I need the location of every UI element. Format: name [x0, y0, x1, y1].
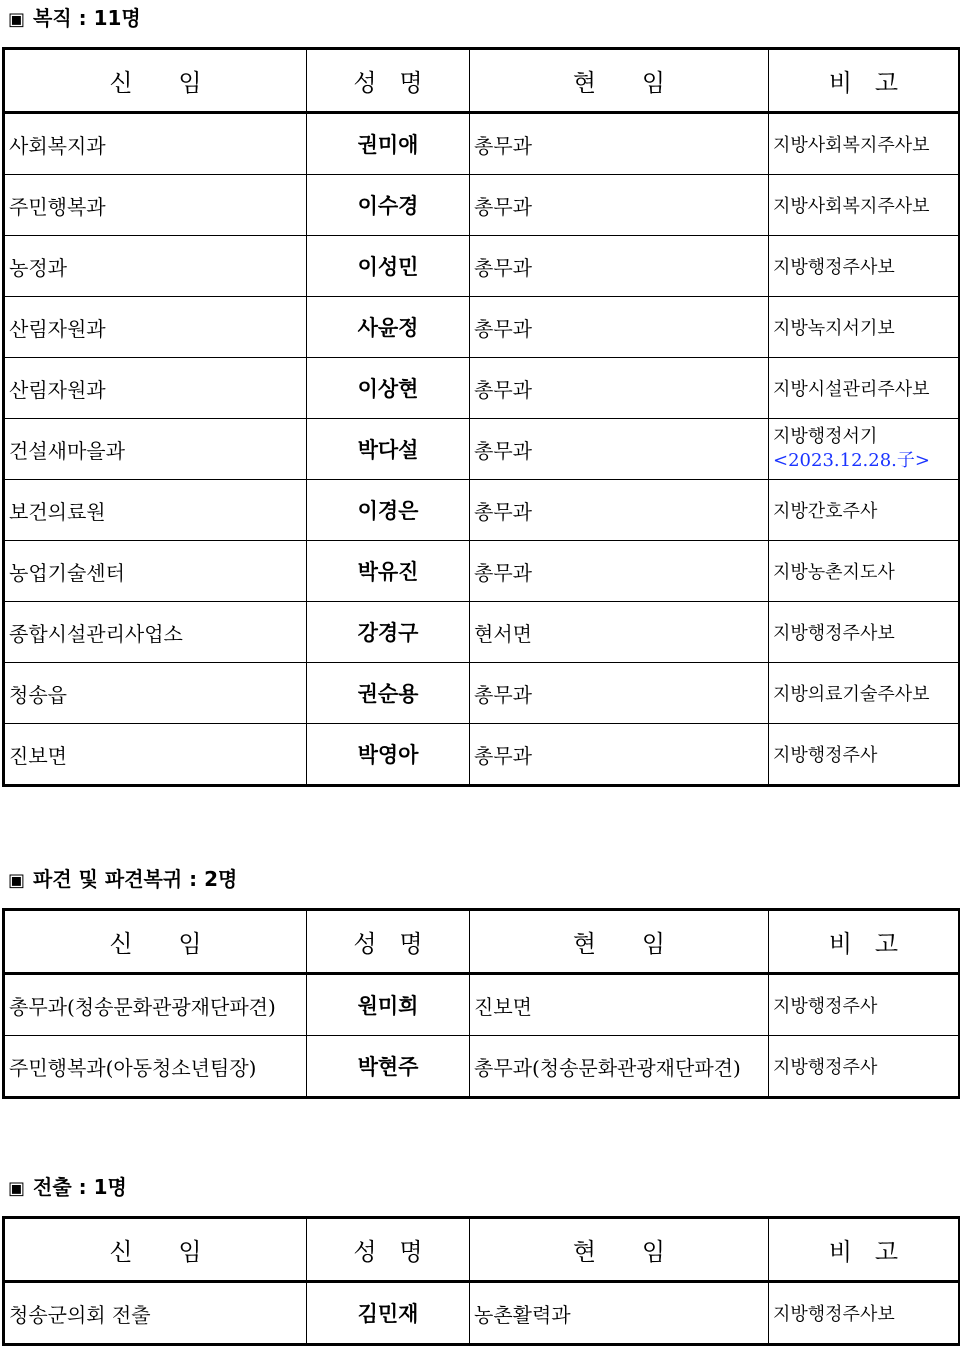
cell-remark-text: 지방행정주사보 — [773, 623, 895, 644]
table-row — [4, 419, 960, 480]
cell-name-text: 강경구 — [357, 621, 419, 645]
header-remark: 비 고 — [769, 1218, 960, 1282]
cell-new-post — [4, 974, 307, 1036]
cell-remark-text: 지방사회복지주사보 — [773, 196, 930, 217]
cell-new-post — [4, 663, 307, 724]
table-row — [4, 602, 960, 663]
cell-new-post-text: 농정과 — [9, 255, 67, 280]
header-name: 성 명 — [307, 49, 470, 113]
cell-remark-text: 지방농촌지도사 — [773, 562, 895, 583]
cell-name-text: 이수경 — [357, 194, 419, 218]
cell-new-post-text: 청송군의회 전출 — [9, 1302, 151, 1327]
header-name: 성 명 — [307, 910, 470, 974]
cell-new-post — [4, 1036, 307, 1098]
cell-current-post — [470, 236, 769, 297]
table-row — [4, 1036, 960, 1098]
cell-name-text: 이경은 — [357, 499, 419, 523]
cell-name — [307, 1036, 470, 1098]
cell-remark — [769, 419, 960, 480]
cell-current-post-text: 총무과 — [474, 438, 532, 463]
cell-current-post-text: 총무과 — [474, 255, 532, 280]
reinstatement-table — [2, 47, 960, 787]
table-row — [4, 663, 960, 724]
cell-remark — [769, 724, 960, 786]
cell-new-post — [4, 724, 307, 786]
cell-name-text: 권미애 — [357, 133, 419, 157]
table-header-row — [4, 910, 960, 974]
section-title-text: 파견 및 파견복귀 : 2명 — [33, 867, 238, 891]
cell-name-text: 이상현 — [357, 377, 419, 401]
cell-new-post-text: 청송읍 — [9, 682, 67, 707]
cell-remark — [769, 358, 960, 419]
cell-current-post-text: 총무과 — [474, 377, 532, 402]
cell-current-post — [470, 175, 769, 236]
cell-new-post — [4, 541, 307, 602]
cell-remark-text: 지방행정주사보 — [773, 257, 895, 278]
cell-remark-text: 지방행정서기 — [773, 426, 878, 447]
cell-new-post — [4, 297, 307, 358]
cell-name-text: 김민재 — [357, 1302, 419, 1326]
header-remark: 비 고 — [769, 49, 960, 113]
cell-name — [307, 480, 470, 541]
cell-remark — [769, 663, 960, 724]
cell-name-text: 원미희 — [357, 994, 419, 1018]
cell-name — [307, 974, 470, 1036]
table-row — [4, 175, 960, 236]
table-row — [4, 541, 960, 602]
cell-remark-text: 지방행정주사 — [773, 745, 878, 766]
square-box-icon: ▣ — [8, 9, 26, 30]
cell-remark — [769, 602, 960, 663]
cell-new-post-text: 산림자원과 — [9, 377, 106, 402]
cell-name — [307, 297, 470, 358]
cell-name — [307, 724, 470, 786]
cell-new-post-text: 농업기술센터 — [9, 560, 125, 585]
cell-current-post — [470, 974, 769, 1036]
cell-new-post-text: 사회복지과 — [9, 133, 106, 158]
header-new-post: 신 임 — [4, 49, 307, 113]
header-remark: 비 고 — [769, 910, 960, 974]
cell-current-post — [470, 480, 769, 541]
cell-name-text: 권순용 — [357, 682, 419, 706]
table-header-row — [4, 1218, 960, 1282]
cell-name-text: 사윤정 — [357, 316, 419, 340]
cell-new-post-text: 종합시설관리사업소 — [9, 621, 183, 646]
cell-remark — [769, 113, 960, 175]
square-box-icon: ▣ — [8, 870, 26, 891]
cell-remark-text: 지방시설관리주사보 — [773, 379, 930, 400]
table-row — [4, 1282, 960, 1345]
cell-remark — [769, 1036, 960, 1098]
cell-current-post — [470, 1282, 769, 1345]
cell-name — [307, 175, 470, 236]
transfer-out-table — [2, 1216, 960, 1346]
cell-new-post — [4, 175, 307, 236]
table-row — [4, 297, 960, 358]
cell-current-post-text: 총무과 — [474, 133, 532, 158]
cell-remark — [769, 974, 960, 1036]
cell-remark — [769, 541, 960, 602]
table-row — [4, 236, 960, 297]
cell-name-text: 박현주 — [357, 1055, 419, 1079]
header-current-post: 현 임 — [470, 49, 769, 113]
cell-remark — [769, 480, 960, 541]
cell-current-post — [470, 541, 769, 602]
cell-remark — [769, 175, 960, 236]
dispatch-table — [2, 908, 960, 1099]
cell-remark — [769, 297, 960, 358]
cell-new-post-text: 건설새마을과 — [9, 438, 125, 463]
cell-current-post-text: 현서면 — [474, 621, 532, 646]
cell-new-post-text: 주민행복과 — [9, 194, 106, 219]
remark-sub-text: <2023.12.28.子> — [773, 450, 930, 471]
cell-name — [307, 663, 470, 724]
header-new-post: 신 임 — [4, 910, 307, 974]
cell-remark-text: 지방간호주사 — [773, 501, 878, 522]
cell-current-post — [470, 663, 769, 724]
cell-new-post — [4, 358, 307, 419]
section-title-transfer-out — [8, 1175, 127, 1201]
cell-current-post-text: 총무과 — [474, 560, 532, 585]
cell-name — [307, 113, 470, 175]
cell-new-post — [4, 236, 307, 297]
cell-current-post-text: 총무과 — [474, 743, 532, 768]
cell-name-text: 이성민 — [357, 255, 419, 279]
cell-current-post-text: 총무과 — [474, 499, 532, 524]
cell-new-post — [4, 419, 307, 480]
cell-new-post-text: 진보면 — [9, 743, 67, 768]
cell-remark-text: 지방행정주사 — [773, 996, 878, 1017]
cell-current-post — [470, 419, 769, 480]
cell-name — [307, 419, 470, 480]
cell-name — [307, 358, 470, 419]
cell-remark-text: 지방사회복지주사보 — [773, 135, 930, 156]
cell-remark-text: 지방행정주사보 — [773, 1304, 895, 1325]
cell-current-post-text: 총무과 — [474, 194, 532, 219]
table-row — [4, 113, 960, 175]
cell-name — [307, 1282, 470, 1345]
section-title-text: 전출 : 1명 — [33, 1175, 127, 1199]
cell-remark-text: 지방녹지서기보 — [773, 318, 895, 339]
cell-name-text: 박유진 — [357, 560, 419, 584]
table-row — [4, 974, 960, 1036]
cell-name — [307, 236, 470, 297]
cell-current-post — [470, 297, 769, 358]
cell-remark-text: 지방행정주사 — [773, 1057, 878, 1078]
header-new-post: 신 임 — [4, 1218, 307, 1282]
cell-name-text: 박영아 — [357, 743, 419, 767]
cell-current-post-text: 총무과 — [474, 682, 532, 707]
table-row — [4, 358, 960, 419]
cell-current-post — [470, 113, 769, 175]
cell-name — [307, 602, 470, 663]
square-box-icon: ▣ — [8, 1178, 26, 1199]
section-title-reinstatement — [8, 6, 141, 32]
header-current-post: 현 임 — [470, 1218, 769, 1282]
cell-current-post-text: 농촌활력과 — [474, 1302, 571, 1327]
header-current-post: 현 임 — [470, 910, 769, 974]
section-title-text: 복직 : 11명 — [33, 6, 141, 30]
cell-current-post — [470, 602, 769, 663]
header-name: 성 명 — [307, 1218, 470, 1282]
table-header-row — [4, 49, 960, 113]
cell-name-text: 박다설 — [357, 438, 419, 462]
cell-new-post — [4, 480, 307, 541]
cell-new-post-text: 총무과(청송문화관광재단파견) — [9, 994, 276, 1019]
cell-current-post — [470, 1036, 769, 1098]
cell-current-post-text: 총무과(청송문화관광재단파견) — [474, 1055, 741, 1080]
cell-new-post — [4, 1282, 307, 1345]
section-title-dispatch — [8, 867, 237, 893]
cell-current-post-text: 총무과 — [474, 316, 532, 341]
cell-new-post — [4, 113, 307, 175]
cell-current-post-text: 진보면 — [474, 994, 532, 1019]
cell-current-post — [470, 358, 769, 419]
cell-current-post — [470, 724, 769, 786]
cell-new-post-text: 산림자원과 — [9, 316, 106, 341]
cell-remark-text: 지방의료기술주사보 — [773, 684, 930, 705]
cell-new-post-text: 보건의료원 — [9, 499, 106, 524]
table-row — [4, 724, 960, 786]
cell-remark — [769, 1282, 960, 1345]
cell-new-post-text: 주민행복과(아동청소년팀장) — [9, 1055, 257, 1080]
cell-name — [307, 541, 470, 602]
cell-remark — [769, 236, 960, 297]
table-row — [4, 480, 960, 541]
cell-new-post — [4, 602, 307, 663]
